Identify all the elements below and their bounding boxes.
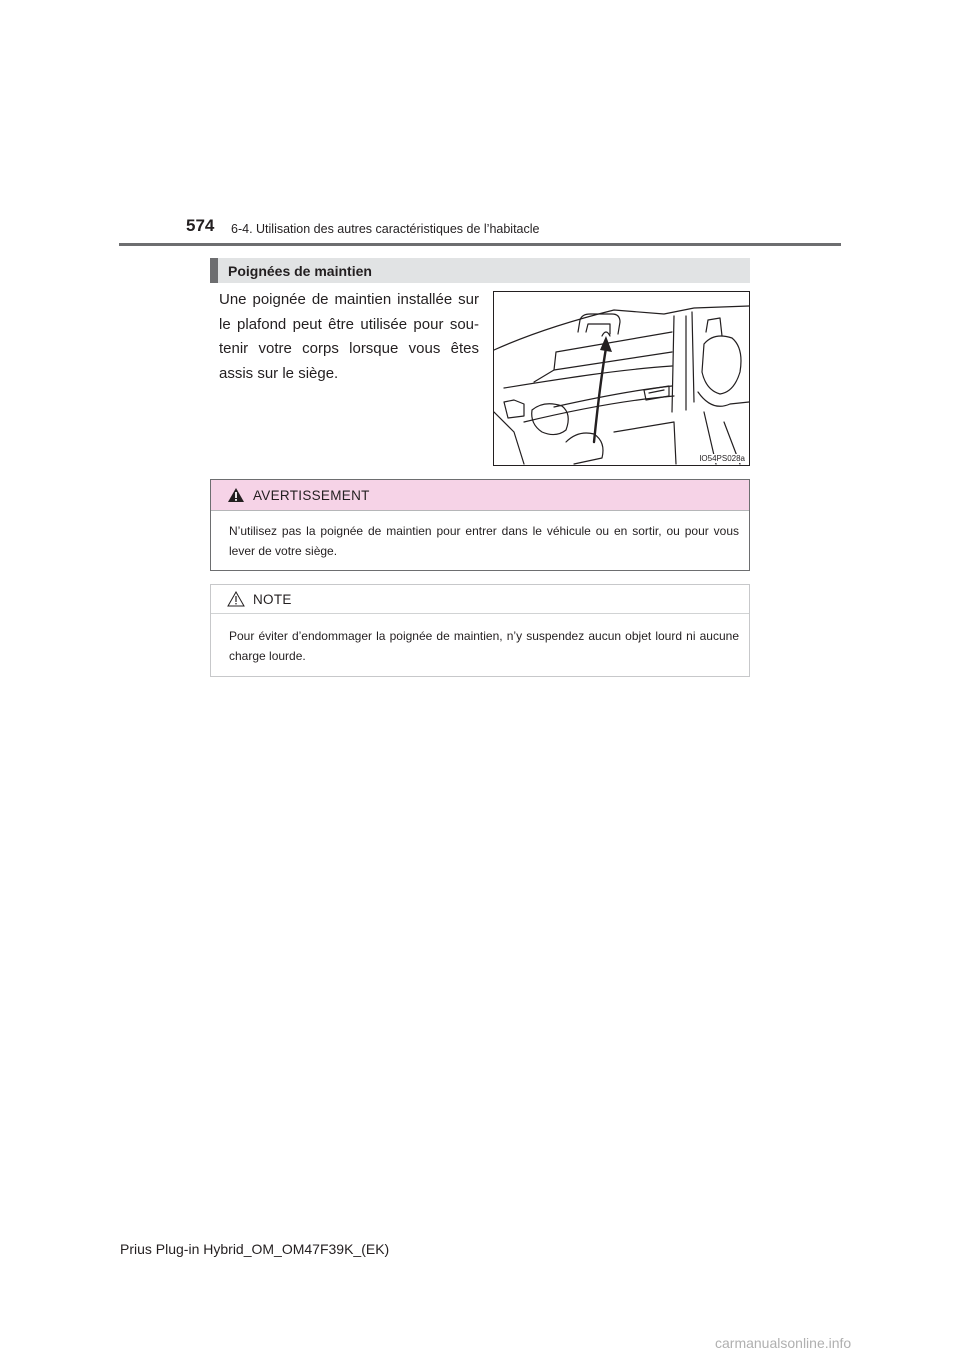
warning-box: [210, 479, 750, 571]
page-number: 574: [186, 216, 215, 235]
assist-grip-illustration: [494, 292, 749, 465]
warning-label: AVERTISSEMENT: [253, 487, 370, 503]
subsection-title: Poignées de maintien: [228, 262, 372, 279]
header-rule: [119, 243, 841, 246]
note-text: Pour éviter d’endommager la poignée de maintien, n’y suspendez aucun objet lourd ni aucune charge lourde.: [229, 629, 739, 663]
warning-triangle-icon: [227, 487, 245, 503]
warning-text: N’utilisez pas la poignée de maintien pour entrer dans le véhicule ou en sortir, ou pour vous lever de votre siège.: [229, 524, 739, 558]
note-header: [211, 585, 749, 614]
note-box: [210, 584, 750, 677]
warning-header: [211, 480, 749, 511]
section-title: 6-4. Utilisation des autres caractéristiques de l’habitacle: [231, 222, 540, 236]
subsection-heading: [210, 258, 750, 283]
caution-triangle-icon: [227, 591, 245, 607]
watermark: carmanualsonline.info: [715, 1335, 852, 1351]
footer-text: Prius Plug-in Hybrid_OM_OM47F39K_(EK): [120, 1241, 390, 1257]
figure-code: IO54PS028a: [699, 454, 745, 463]
body-paragraph: Une poignée de maintien installée sur le plafond peut être utilisée pour sou-tenir votre corps lorsque vous êtes assis sur le siège.: [219, 291, 479, 382]
note-label: NOTE: [253, 591, 292, 607]
illustration-figure: [493, 291, 750, 466]
